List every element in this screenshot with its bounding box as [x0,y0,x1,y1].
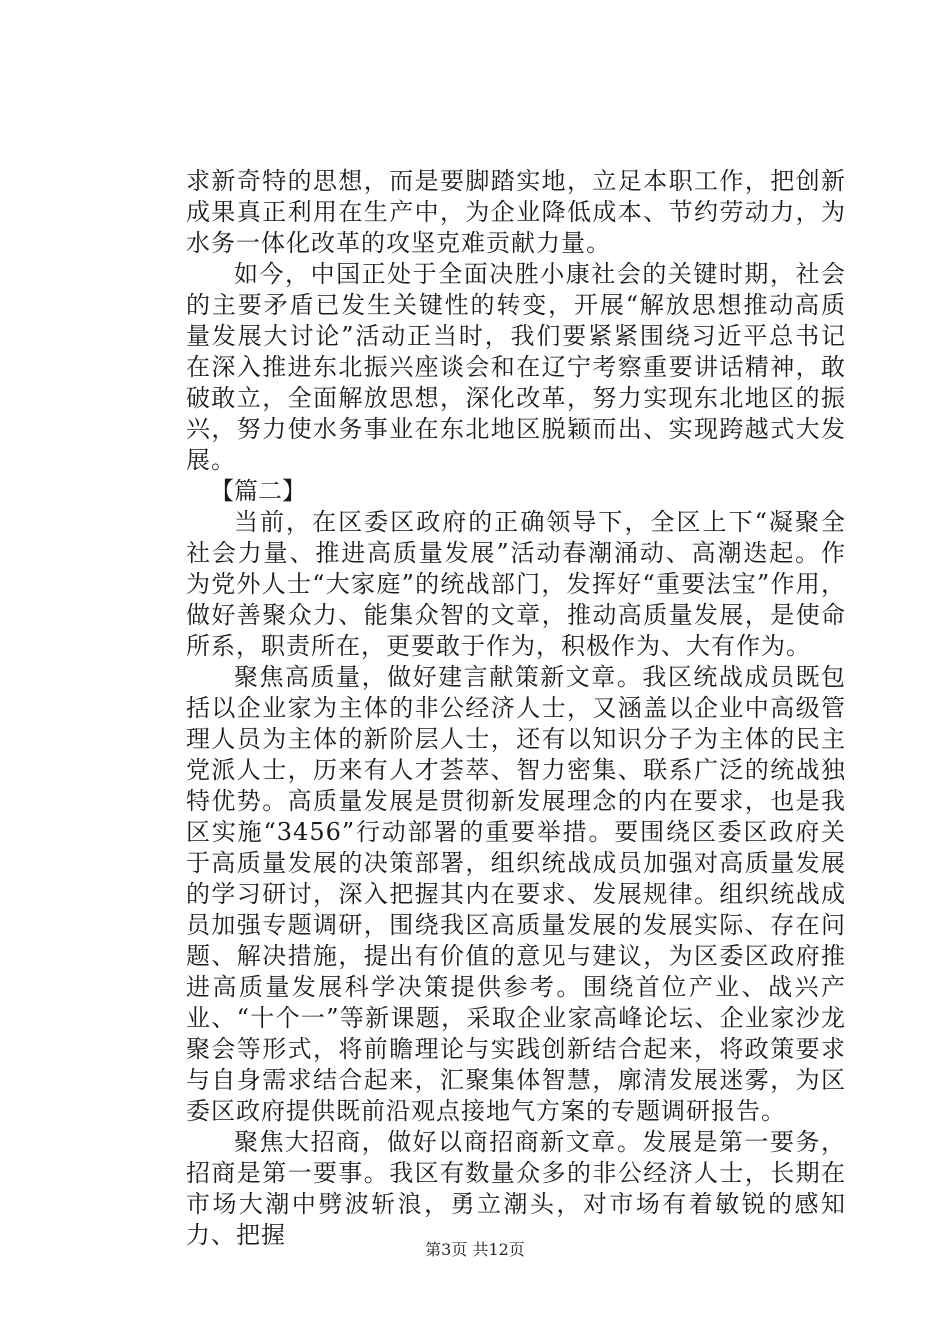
paragraph-continuation: 求新奇特的思想，而是要脚踏实地，立足本职工作，把创新成果真正利用在生产中，为企业降低成本、节约劳动力，为水务一体化改革的攻坚克难贡献力量。 [186,167,846,257]
paragraph-united-front: 当前，在区委区政府的正确领导下，全区上下“凝聚全社会力量、推进高质量发展”活动春潮涌动、高潮迭起。作为党外人士“大家庭”的统战部门，发挥好“重要法宝”作用，做好善聚众力、能集众智的文章，推动高质量发展，是使命所系，职责所在，更要敢于作为，积极作为、大有作为。 [186,508,846,660]
page-number: 第3页 共12页 [425,1240,525,1259]
paragraph-investment: 聚焦大招商，做好以商招商新文章。发展是第一要务，招商是第一要事。我区有数量众多的非公经济人士，长期在市场大潮中劈波斩浪，勇立潮头，对市场有着敏锐的感知力、把握 [186,1128,846,1249]
page-footer [0,1240,950,1260]
document-body [186,166,846,1251]
section-heading-part-two: 【篇二】 [210,477,306,505]
paragraph-high-quality: 聚焦高质量，做好建言献策新文章。我区统战成员既包括以企业家为主体的非公经济人士，又涵盖以企业中高级管理人员为主体的新阶层人士，还有以知识分子为主体的民主党派人士，历来有人才荟萃、智力密集、联系广泛的统战独特优势。高质量发展是贯彻新发展理念的内在要求，也是我区实施“3456”行动部署的重要举措。要围绕区委区政府关于高质量发展的决策部署，组织统战成员加强对高质量发展的学习研讨，深入把握其内在要求、发展规律。组织统战成员加强专题调研，围绕我区高质量发展的发展实际、存在问题、解决措施，提出有价值的意见与建议，为区委区政府推进高质量发展科学决策提供参考。围绕首位产业、战兴产业、“十个一”等新课题，采取企业家高峰论坛、企业家沙龙聚会等形式，将前瞻理论与实践创新结合起来，将政策要求与自身需求结合起来，汇聚集体智慧，廓清发展迷雾，为区委区政府提供既前沿观点接地气方案的专题调研报告。 [186,663,846,1125]
paragraph-revitalization: 如今，中国正处于全面决胜小康社会的关键时期，社会的主要矛盾已发生关键性的转变，开展“解放思想推动高质量发展大讨论”活动正当时，我们要紧紧围绕习近平总书记在深入推进东北振兴座谈会和在辽宁考察重要讲话精神，敢破敢立，全面解放思想，深化改革，努力实现东北地区的振兴，努力使水务事业在东北地区脱颖而出、实现跨越式大发展。 [186,260,846,474]
